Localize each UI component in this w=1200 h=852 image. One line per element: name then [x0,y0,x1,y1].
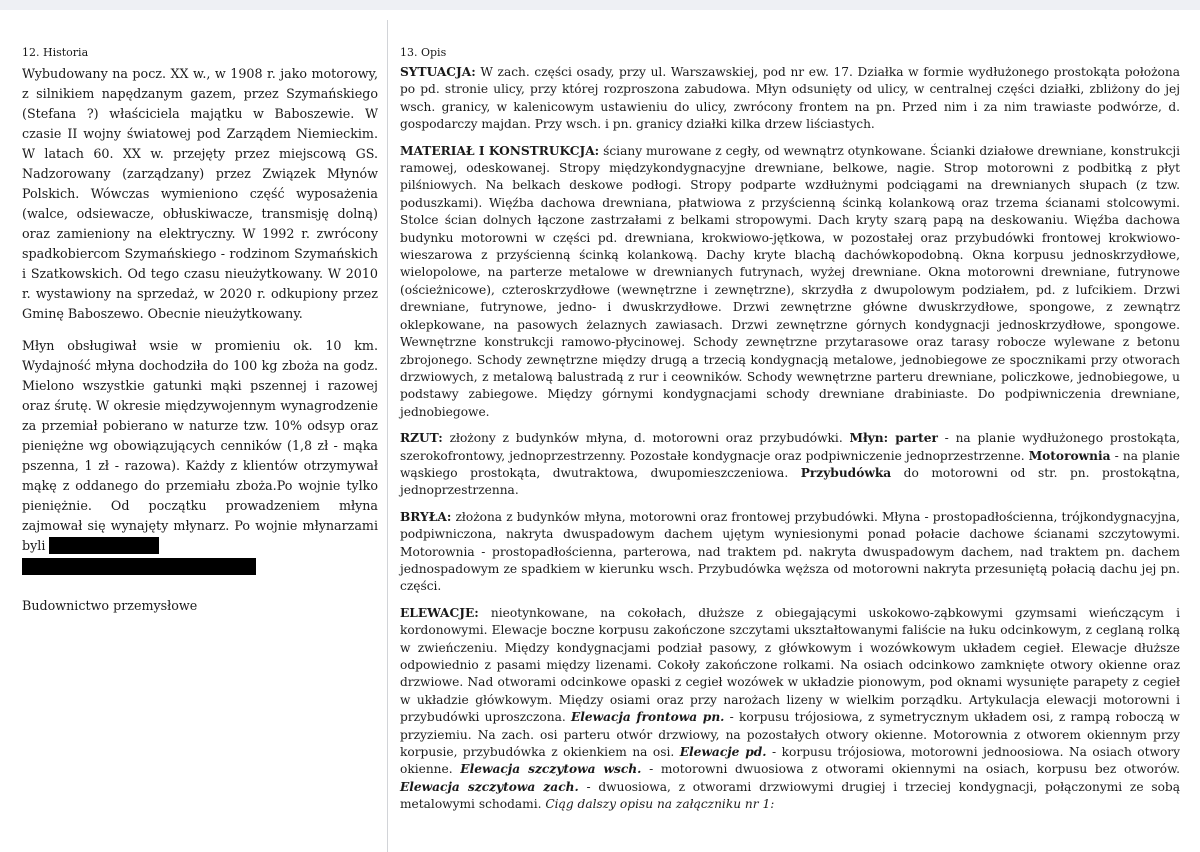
sytuacja-paragraph [400,64,1180,134]
elewacje-text-1: nieotynkowane, na cokołach, dłuższe z obiegającymi uskokowo-ząbkowymi gzymsami wieńczącym i kordonowymi. Elewacje boczne korpusu zakończone szczytami ukształtowanymi faliście na łuku odcinkowym, z ceglaną rolką w zwieńczeniu. Między kondygnacjami podział pasowy, z główkowym i wozówkowym układem cegieł. Elewacje dłuższe odpowiednio z pasami między lizenami. Cokoły zakończone rolkami. Na osiach odcinkowo zamknięte otwory okienne oraz drzwiowe. Nad otworami odcinkowe opaski z cegieł wozówek w układzie pionowym, pod oknami wysunięte parapety z cegieł w układzie główkowym. Między osiami oraz przy narożach lizeny w wielkim porządku. Artykulacja elewacji motorowni i przybudówki uproszczona. [400,605,1180,725]
history-paragraph-2-text: Młyn obsługiwał wsie w promieniu ok. 10 km. Wydajność młyna dochodziła do 100 kg zboża na godz. Mielono wszystkie gatunki mąki pszennej i razowej oraz śrutę. W okresie międzywojennym wynagrodzenie za przemiał pobierano w naturze tzw. 10% odsyp oraz pieniężne wg obowiązujących cenników (1,8 zł - mąka pszenna, 1 zł - razowa). Każdy z klientów otrzymywał mąkę z oddanego do przemiału zboża.Po wojnie tylko pieniężnie. Od początku prowadzeniem młyna zajmował się wynajęty młynarz. Po wojnie młynarzami byli [22,338,378,553]
rzut-label: RZUT: [400,431,443,446]
elewacja-wsch-label: Elewacja szczytowa wsch. [460,762,642,777]
column-divider [387,20,388,852]
history-heading: 12. Historia [22,46,89,59]
redaction-bar-2 [22,558,256,575]
scan-top-band [0,0,1200,10]
rzut-text-1: złożony z budynków młyna, d. motorowni oraz przybudówki. [442,431,850,446]
material-text: ściany murowane z cegły, od wewnątrz otynkowane. Ścianki działowe drewniane, konstrukcji ramowej, odeskowanej. Stropy międzykondygnacyjne drewniane, belkowe, nagie. Strop motorowni z podbitką z płyt pilśniowych. Na belkach deskowe podłogi. Stropy podparte wzdłużnymi podciągami na drewnianych słupach (z tzw. poduszkami). Więźba dachowa drewniana, płatwiowa z przyścienną ścinką kolankową oraz trzema ścianami stolcowymi. Stolce ścian dolnych łączone zastrzałami z belkami stropowymi. Dach kryty szarą papą na deskowaniu. Więźba dachowa budynku motorowni w części pd. drewniana, krokwiowo-jętkowa, w pozostałej oraz przybudówki frontowej krokwiowo-wieszarowa z przyścienną ścinką kolankową. Dachy kryte blachą dachówkopodobną. Okna korpusu jednoskrzydłowe, wielopolowe, na parterze metalowe w drewnianych futrynach, wyżej drewniane. Okna motorowni drewniane, futrynowe (ościeżnicowe), czteroskrzydłowe (wewnętrzne i zewnętrzne), skrzydła z dwupolowym podziałem, pd. z lufcikiem. Drzwi drewniane, futrynowe, jedno- i dwuskrzydłowe. Drzwi zewnętrzne główne dwuskrzydłowe, spongowe, z zewnątrz oklepkowane, na pasowych żelaznych zawiasach. Drzwi zewnętrzne górnych kondygnacji jednoskrzydłowe, spongowe. Wewnętrzne konstrukcji ramowo-płycinowej. Schody zewnętrzne przytarasowe oraz tarasy robocze wylewane z betonu zbrojonego. Schody zewnętrzne między drugą a trzecią kondygnacją metalowe, jednobiegowe ze spocznikami przy otworach drzwiowych, z metalową balustradą z rur i ceowników. Schody wewnętrzne parteru drewniane, policzkowe, jednobiegowe, u podstawy zabiegowe. Między górnymi kondygnacjami schody drewniane drabiniaste. Do podpiwniczenia drewniane, jednobiegowe. [400,143,1180,419]
elewacja-frontowa-label: Elewacja frontowa pn. [570,710,725,725]
rzut-text-3: - na planie wąskiego prostokąta, dwutraktowa, dwupomieszczeniowa. [400,448,1180,480]
material-paragraph [400,143,1180,422]
elewacje-text-3: - korpusu trójosiowa, motorowni jednoosiowa. Na osiach otwory okienne. [400,745,1180,777]
material-label: MATERIAŁ I KONSTRUKCJA: [400,143,600,158]
sytuacja-text: W zach. części osady, przy ul. Warszawskiej, pod nr ew. 17. Działka w formie wydłużonego prostokąta położona po pd. stronie ulicy, przy której rozproszona zabudowa. Młyn odsunięty od ulicy, w centralnej części działki, zbliżony do jej wsch. granicy, w kalenicowym ustawieniu do ulicy, zwrócony frontem na pn. Przed nim i za nim trawiaste podwórze, d. gospodarczy majdan. Przy wsch. i pn. granicy działki kilka drzew liściastych. [400,65,1180,132]
elewacje-paragraph [400,605,1180,814]
redaction-line [22,556,378,576]
rzut-text-2: - na planie wydłużonego prostokąta, szerokofrontowy, jednoprzestrzenny. Pozostałe kondygnacje oraz podpiwniczenie jednoprzestrzenne. [400,431,1180,463]
elewacje-text-2: - korpusu trójosiowa, z symetrycznym układem osi, z rampą roboczą w przyziemiu. Na zach. osi parteru otwór drzwiowy, na pozostałych otwory okienne. Motorownia z otworem okiennym przy korpusie, przybudówka z okienkiem na osi. [400,710,1180,760]
rzut-paragraph [400,430,1180,500]
bryla-paragraph [400,509,1180,596]
elewacje-text-5: - dwuosiowa, z otworami drzwiowymi drugiej i trzeciej kondygnacji, połączonymi ze sobą metalowymi schodami. [400,779,1180,812]
history-paragraph-2 [22,336,378,556]
rzut-motorownia-label: Motorownia [1028,448,1111,463]
description-column [400,46,1180,814]
redaction-bar [49,537,159,554]
history-paragraph-1: Wybudowany na pocz. XX w., w 1908 r. jako motorowy, z silnikiem napędzanym gazem, przez Szymańskiego (Stefana ?) właściciela majątku w Baboszewie. W czasie II wojny światowej pod Zarządem Niemieckim. W latach 60. XX w. przejęty przez miejscową GS. Nadzorowany (zarządzany) przez Związek Młynów Polskich. Wówczas wymieniono część wyposażenia (walce, odsiewacze, obłuskiwacze, transmisję dolną) oraz zamieniony na elektryczny. W 1992 r. zwrócony spadkobiercom Szymańskiego - rodzinom Szymańskich i Szatkowskich. Od tego czasu nieużytkowany. W 2010 r. wystawiony na sprzedaż, w 2020 r. odkupiony przez Gminę Baboszewo. Obecnie nieużytkowany. [22,66,378,321]
sytuacja-label: SYTUACJA: [400,65,476,79]
description-heading: 13. Opis [400,46,447,59]
rzut-mlyn-label: Młyn: parter [849,431,938,446]
rzut-przybudowka-label: Przybudówka [800,465,892,480]
elewacje-pd-label: Elewacje pd. [679,745,767,760]
continuation-note: Ciąg dalszy opisu na załączniku nr 1: [545,797,775,812]
elewacje-label: ELEWACJE: [400,605,479,620]
elewacje-text-4: - motorowni dwuosiowa z otworami okiennymi na osiach, korpusu bez otworów. [641,762,1181,777]
category-label: Budownictwo przemysłowe [22,598,198,613]
bryla-label: BRYŁA: [400,509,452,524]
rzut-text-4: do motorowni od str. pn. prostokątna, jednoprzestrzenna. [400,465,1180,498]
bryla-text: złożona z budynków młyna, motorowni oraz frontowej przybudówki. Młyna - prostopadłościenna, trójkondygnacyjna, podpiwniczona, nakryta dwuspadowym dachem ujętym wyniesionymi ponad połacie dachowe ścianami szczytowymi. Motorownia - prostopadłościenna, parterowa, nad traktem pd. nakryta dwuspadowym dachem, nad traktem pn. dachem jednospadowym ze spadkiem w kierunku wsch. Przybudówka węższa od motorowni nakryta przesuniętą połacią dachu jej pn. części. [400,509,1180,594]
history-column [22,46,378,616]
elewacja-zach-label: Elewacja szczytowa zach. [400,779,579,794]
